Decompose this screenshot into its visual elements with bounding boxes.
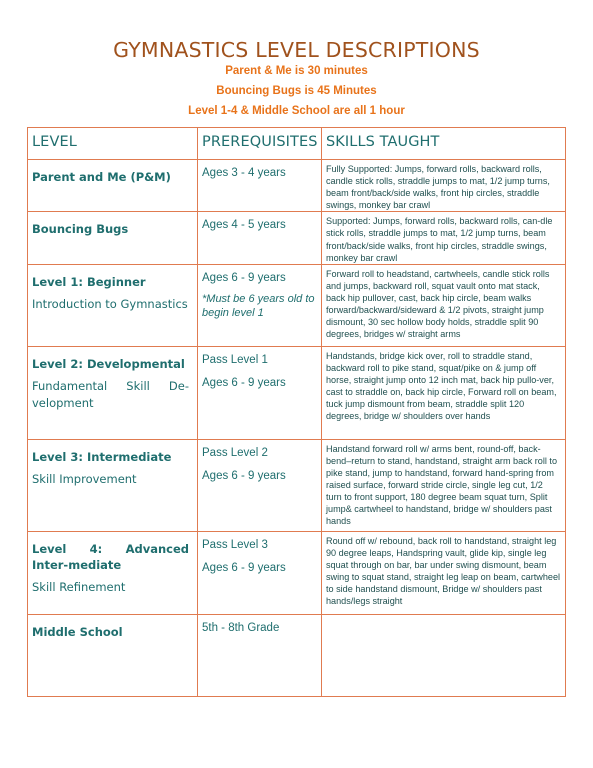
table-row — [28, 160, 566, 212]
level-subtitle: Introduction to Gymnastics — [32, 296, 188, 311]
level-name: Bouncing Bugs — [32, 222, 129, 237]
prerequisites-cell — [198, 614, 322, 696]
table-row — [28, 212, 566, 264]
level-subtitle: Fundamental Skill De-velopment — [32, 378, 189, 410]
level-name: Middle School — [32, 624, 123, 639]
table-row — [28, 264, 566, 346]
skills-cell — [322, 264, 566, 346]
table-header-row — [28, 128, 566, 160]
prerequisites-cell — [198, 346, 322, 439]
level-name: Level 1: Beginner — [32, 274, 146, 289]
skills-text: Supported: Jumps, forward rolls, backward rolls, can-dle stick rolls, straddle jumps to mat, 1/2 jump turns, beam front/back/side walks, front hip circles, straddle swings, monkey bar crawl — [326, 216, 553, 263]
level-cell — [28, 346, 198, 439]
skills-cell — [322, 160, 566, 212]
skills-cell — [322, 212, 566, 264]
page-title: GYMNASTICS LEVEL DESCRIPTIONS — [113, 38, 480, 62]
prerequisite-note: *Must be 6 years old to begin level 1 — [202, 292, 315, 319]
prerequisite: 5th - 8th Grade — [202, 621, 280, 634]
skills-text: Handstand forward roll w/ arms bent, round-off, back-bend–return to stand, handstand, straight arm back roll to pike stand, jump to handstand, forward hand-spring from raised surface, forward stride circle, single leg cut, 1/2 turn to front support, 180 degree beam squat turn, Split jump& cartwheel to handstand, bridge w/ shoulders past hands — [326, 443, 558, 527]
level-name: Level 3: Intermediate — [32, 449, 172, 464]
skills-cell — [322, 614, 566, 696]
prerequisite: Pass Level 2 — [202, 446, 268, 459]
level-name: Parent and Me (P&M) — [32, 170, 171, 184]
prerequisite: Pass Level 3 — [202, 538, 268, 551]
prerequisites-cell — [198, 160, 322, 212]
level-name: Level 2: Developmental — [32, 356, 185, 371]
column-header-skills: SKILLS TAUGHT — [322, 128, 566, 160]
prerequisites-cell — [198, 212, 322, 264]
prerequisite-age: Ages 6 - 9 years — [202, 376, 286, 389]
prerequisite-age: Ages 6 - 9 years — [202, 561, 286, 574]
prerequisite: Ages 3 - 4 years — [202, 167, 286, 179]
skills-text — [322, 615, 565, 618]
skills-text: Forward roll to headstand, cartwheels, candle stick rolls and jumps, backward roll, squat vault onto mat stack, back hip pullover, cast, back hip circle, beam walks forward/backward/sideward & 1/2 pivots, straight jump dismount, 30 sec hollow body holds, straddle split 90 degrees, bridges w/ straight arms — [326, 268, 550, 340]
prerequisite: Pass Level 1 — [202, 353, 268, 366]
table-row — [28, 614, 566, 696]
session-length-parent-me: Parent & Me is 30 minutes — [225, 65, 368, 77]
prerequisites-cell — [198, 531, 322, 614]
level-cell — [28, 264, 198, 346]
skills-cell — [322, 531, 566, 614]
session-length-levels: Level 1-4 & Middle School are all 1 hour — [188, 105, 405, 117]
level-cell — [28, 439, 198, 531]
session-length-bouncing-bugs: Bouncing Bugs is 45 Minutes — [216, 85, 377, 97]
column-header-level: LEVEL — [28, 128, 198, 160]
skills-text: Fully Supported: Jumps, forward rolls, backward rolls, candle stick rolls, straddle jumps to mat, 1/2 jump turns, beam front/back/side walks, front hip circles, straddle swings, monkey bar crawl — [326, 164, 550, 211]
level-subtitle: Skill Refinement — [32, 579, 126, 594]
level-cell — [28, 531, 198, 614]
level-cell — [28, 614, 198, 696]
level-name: Level 4: Advanced Inter-mediate — [32, 541, 189, 572]
prerequisites-cell — [198, 439, 322, 531]
table-row — [28, 531, 566, 614]
skills-text: Round off w/ rebound, back roll to handstand, straight leg 90 degree leaps, Handspring vault, glide kip, single leg squat through on bar, bar under swing dismount, beam swing to squat stand, straight leg leap on beam, cartwheel to side handstand dismount, Bridge w/ shoulders past hands/legs straight — [326, 535, 561, 607]
prerequisite: Ages 4 - 5 years — [202, 219, 286, 232]
level-cell — [28, 212, 198, 264]
level-cell — [28, 160, 198, 212]
skills-cell — [322, 346, 566, 439]
level-descriptions-table — [27, 127, 566, 697]
page-header — [0, 38, 593, 118]
skills-text: Handstands, bridge kick over, roll to straddle stand, backward roll to pike stand, squat/pike on & jump off horse, straight jump onto 12 inch mat, back hip pullo-ver, cast to straddle on, back hip circle, Forward roll on beam, tuck jump dismount from beam, straddle split 120 degrees, bridge w/ shoulders over hands — [326, 350, 557, 422]
prerequisite-age: Ages 6 - 9 years — [202, 469, 286, 482]
level-subtitle: Skill Improvement — [32, 471, 137, 486]
table-row — [28, 439, 566, 531]
prerequisites-cell — [198, 264, 322, 346]
column-header-prerequisites: PREREQUISITES — [198, 128, 322, 160]
prerequisite: Ages 6 - 9 years — [202, 271, 286, 284]
table-row — [28, 346, 566, 439]
skills-cell — [322, 439, 566, 531]
